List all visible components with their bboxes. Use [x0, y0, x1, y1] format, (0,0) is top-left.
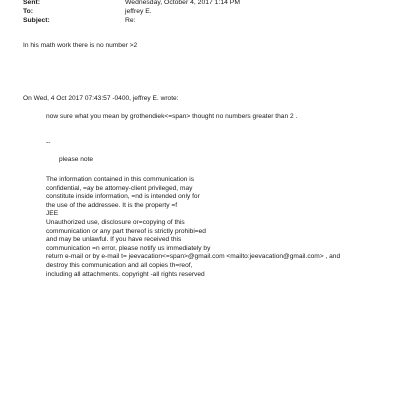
- disclaimer-line: communication or any part thereof is strictly prohibi=ed: [46, 227, 206, 235]
- disclaimer-line: the use of the addressee. It is the property =f: [46, 201, 178, 209]
- to-value: jeffrey E.: [125, 8, 152, 15]
- quoted-text: now sure what you mean by grothendiek<=span> thought no numbers greater than 2 .: [46, 113, 298, 120]
- to-label: To:: [23, 8, 34, 15]
- disclaimer-line: constitute inside information, =nd is intended only for: [46, 193, 200, 201]
- disclaimer-line: The information contained in this communication is: [46, 176, 195, 183]
- disclaimer-line: JEE: [46, 210, 59, 218]
- quote-intro: On Wed, 4 Oct 2017 07:43:57 -0400, jeffrey E. wrote:: [23, 95, 179, 102]
- disclaimer-line: communication =n error, please notify us immediately by: [46, 244, 211, 252]
- disclaimer-line: Unauthorized use, disclosure or=copying of this: [46, 218, 185, 226]
- reply-text: In his math work there is no number >2: [23, 42, 138, 49]
- disclaimer-line: confidential, =ay be attorney-client privileged, may: [46, 184, 193, 192]
- disclaimer-block: [46, 176, 386, 279]
- to-row: [23, 7, 383, 16]
- disclaimer-line: return e-mail or by e-mail t= jeevacation<=span>@gmail.com <mailto:jeevacation@gmail.com> , and: [46, 253, 341, 261]
- disclaimer-line: including all attachments. copyright -all rights reserved: [46, 270, 205, 278]
- signature-separator: --: [46, 139, 51, 146]
- sent-label: Sent:: [23, 0, 40, 6]
- sent-row: [23, 0, 383, 7]
- subject-row: [23, 16, 383, 25]
- subject-label: Subject:: [23, 17, 50, 24]
- sent-value: Wednesday, October 4, 2017 1:14 PM: [125, 0, 240, 6]
- subject-value: Re:: [125, 17, 136, 24]
- disclaimer-line: destroy this communication and all copies th=reof,: [46, 261, 193, 269]
- please-note: please note: [59, 156, 94, 163]
- disclaimer-line: and may be unlawful. If you have received this: [46, 236, 182, 244]
